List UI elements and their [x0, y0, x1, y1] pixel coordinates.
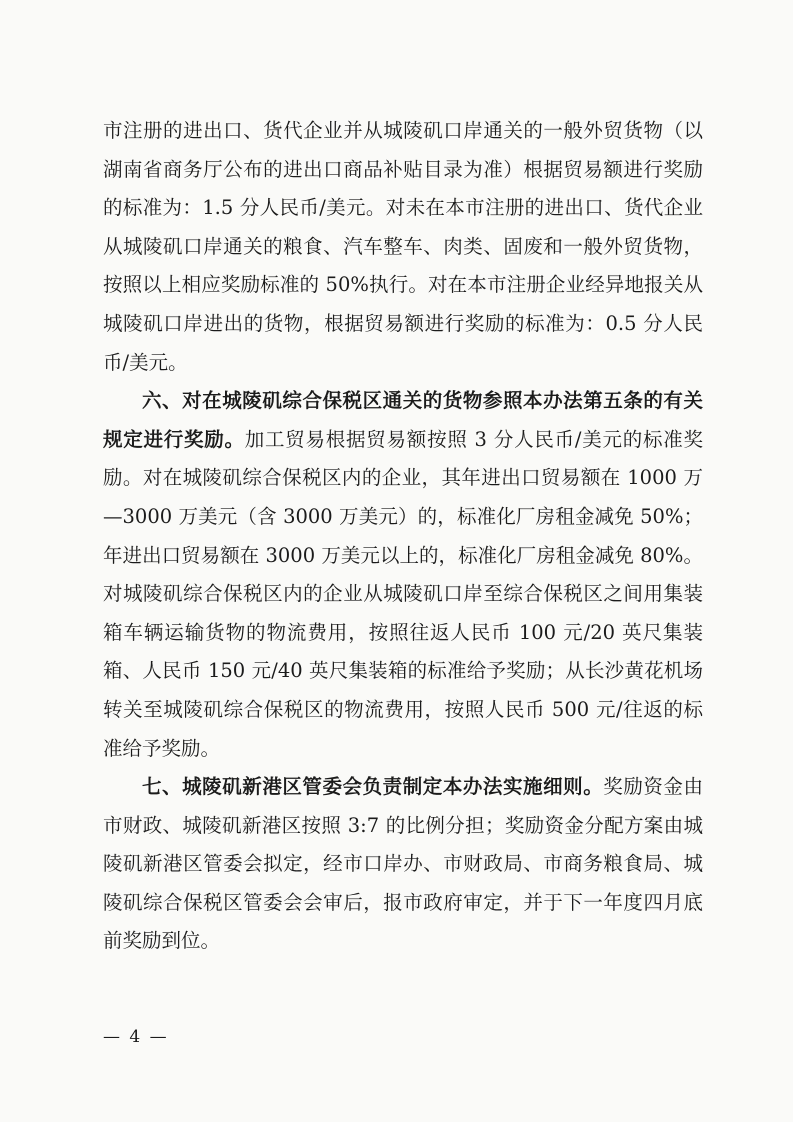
- paragraph-text: 奖励资金由市财政、城陵矶新港区按照 3:7 的比例分担；奖励资金分配方案由城陵矶新港区管委会拟定，经市口岸办、市财政局、市商务粮食局、城陵矶综合保税区管委会会审后，报市政府审定，并于下一年度四月底前奖励到位。: [103, 775, 703, 953]
- paragraph-article-7: [103, 768, 703, 961]
- page-number: — 4 —: [103, 1027, 169, 1047]
- paragraph-text: 市注册的进出口、货代企业并从城陵矶口岸通关的一般外贸货物（以湖南省商务厅公布的进出口商品补贴目录为准）根据贸易额进行奖励的标准为：1.5 分人民币/美元。对未在本市注册的进出口、货代企业从城陵矶口岸通关的粮食、汽车整车、肉类、固废和一般外贸货物，按照以上相应奖励标准的 50%执行。对在本市注册企业经异地报关从城陵矶口岸进出的货物，根据贸易额进行奖励的标准为：0.5 分人民币/美元。: [103, 119, 703, 374]
- document-body: [103, 112, 703, 961]
- paragraph-article-6: [103, 382, 703, 768]
- article-6-heading: 六、对在城陵矶综合保税区通关的货物参照本办法第五条的有关规定进行奖励。: [103, 389, 703, 451]
- article-7-heading: 七、城陵矶新港区管委会负责制定本办法实施细则。: [142, 775, 604, 799]
- paragraph-text: 加工贸易根据贸易额按照 3 分人民币/美元的标准奖励。对在城陵矶综合保税区内的企业，其年进出口贸易额在 1000 万—3000 万美元（含 3000 万美元）的，标准化厂房租金减免 50%；年进出口贸易额在 3000 万美元以上的，标准化厂房租金减免 80%。对城陵矶综合保税区内的企业从城陵矶口岸至综合保税区之间用集装箱车辆运输货物的物流费用，按照往返人民币 100 元/20 英尺集装箱、人民币 150 元/40 英尺集装箱的标准给予奖励；从长沙黄花机场转关至城陵矶综合保税区的物流费用，按照人民币 500 元/往返的标准给予奖励。: [103, 427, 703, 760]
- paragraph-continued: [103, 112, 703, 382]
